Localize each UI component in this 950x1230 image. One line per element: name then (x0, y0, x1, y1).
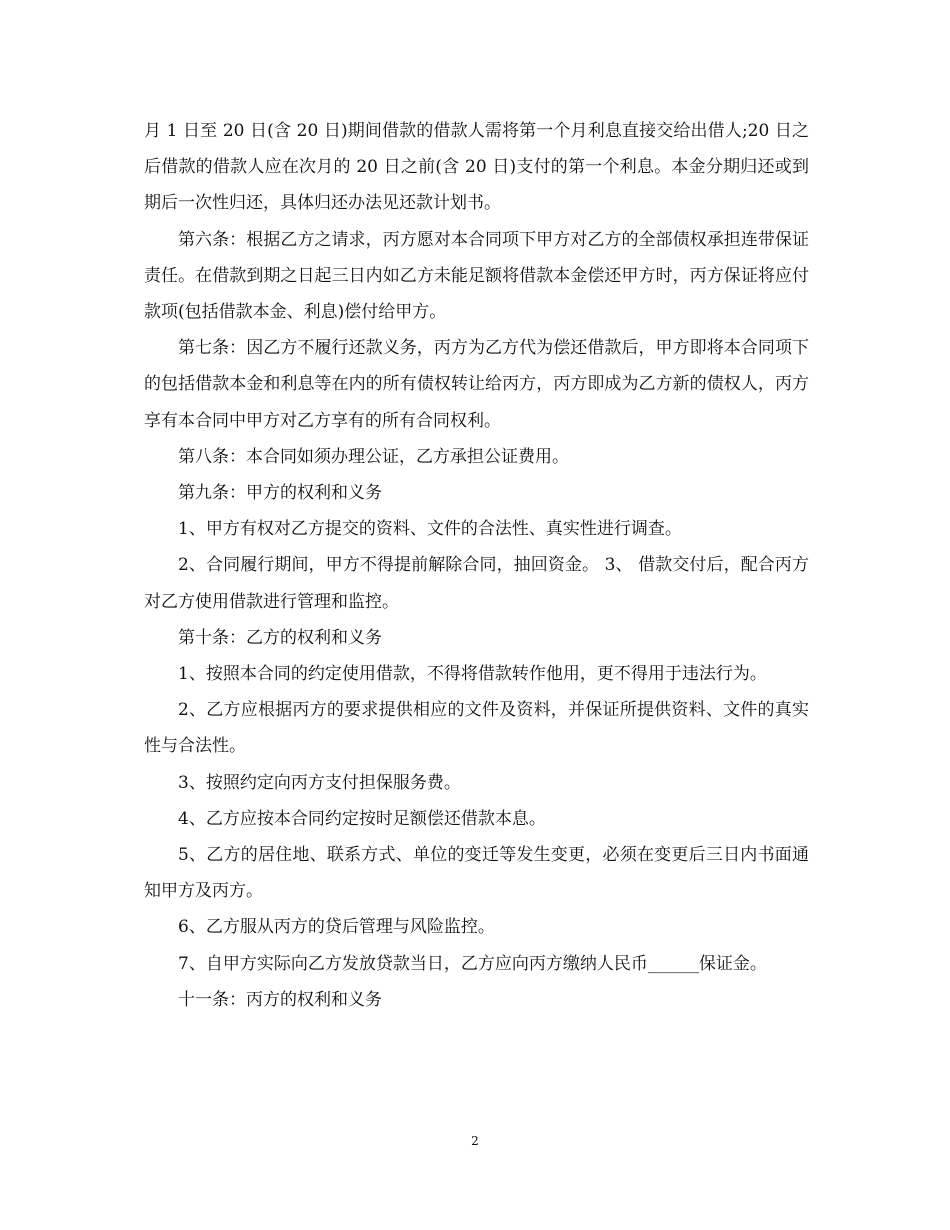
paragraph-article-9-item-2: 2、合同履行期间，甲方不得提前解除合同，抽回资金。 3、 借款交付后，配合丙方对乙方使用借款进行管理和监控。 (144, 555, 809, 612)
paragraph-continuation: 月 1 日至 20 日(含 20 日)期间借款的借款人需将第一个月利息直接交给出借人;20 日之后借款的借款人应在次月的 20 日之前(含 20 日)支付的第一个利息。本金分期归还或到期后一次性归还，具体归还办法见还款计划书。 (144, 121, 809, 214)
paragraph-article-8: 第八条：本合同如须办理公证，乙方承担公证费用。 (178, 446, 569, 467)
paragraph-article-10-item-7: 7、自甲方实际向乙方发放贷款当日，乙方应向丙方缴纳人民币______保证金。 (178, 953, 767, 974)
paragraph-article-10-item-1: 1、按照本合同的约定使用借款，不得将借款转作他用，更不得用于违法行为。 (178, 664, 767, 685)
heading-article-9: 第九条：甲方的权利和义务 (178, 483, 382, 504)
paragraph-article-6: 第六条：根据乙方之请求，丙方愿对本合同项下甲方对乙方的全部债权承担连带保证责任。在借款到期之日起三日内如乙方未能足额将借款本金偿还甲方时，丙方保证将应付款项(包括借款本金、利息)偿付给甲方。 (144, 229, 809, 323)
heading-article-10: 第十条：乙方的权利和义务 (178, 627, 382, 648)
page-number: 2 (471, 1134, 479, 1148)
paragraph-article-9-item-1: 1、甲方有权对乙方提交的资料、文件的合法性、真实性进行调查。 (178, 519, 682, 540)
paragraph-article-10-item-2: 2、乙方应根据丙方的要求提供相应的文件及资料，并保证所提供资料、文件的真实性与合法性。 (144, 700, 809, 757)
paragraph-article-7: 第七条：因乙方不履行还款义务，丙方为乙方代为偿还借款后，甲方即将本合同项下的包括借款本金和利息等在内的所有债权转让给丙方，丙方即成为乙方新的债权人，丙方享有本合同中甲方对乙方享有的所有合同权利。 (144, 338, 809, 431)
paragraph-article-10-item-3: 3、按照约定向丙方支付担保服务费。 (178, 772, 461, 793)
document-body (144, 113, 809, 1018)
paragraph-article-10-item-6: 6、乙方服从丙方的贷后管理与风险监控。 (178, 917, 495, 938)
paragraph-article-10-item-5: 5、乙方的居住地、联系方式、单位的变迁等发生变更，必须在变更后三日内书面通知甲方及丙方。 (144, 845, 809, 902)
heading-article-11: 十一条：丙方的权利和义务 (178, 989, 382, 1010)
paragraph-article-10-item-4: 4、乙方应按本合同约定按时足额偿还借款本息。 (178, 808, 546, 829)
